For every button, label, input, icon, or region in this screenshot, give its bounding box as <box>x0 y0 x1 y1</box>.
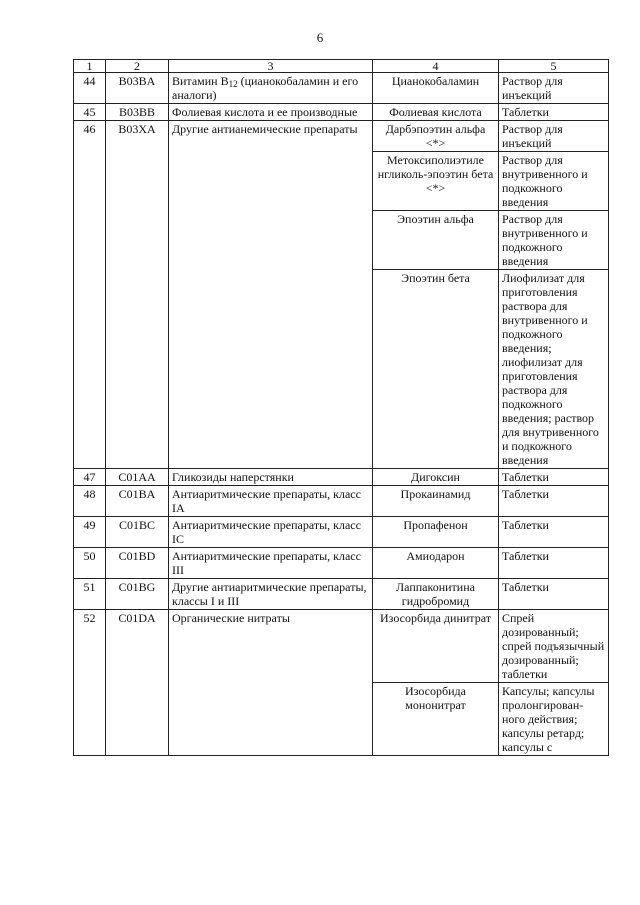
atc-code: C01BA <box>106 486 169 517</box>
row-number: 50 <box>74 548 106 579</box>
substance-name: Эпоэтин бета <box>373 270 499 469</box>
header-cell: 3 <box>169 60 373 73</box>
row-number: 48 <box>74 486 106 517</box>
dosage-form: Капсулы; капсулы пролонгирован-ного действия; капсулы ретард; капсулы с <box>499 683 609 756</box>
atc-code: C01BG <box>106 579 169 610</box>
dosage-form: Спрей дозированный; спрей подъязычный дозированный; таблетки <box>499 610 609 683</box>
dosage-form: Таблетки <box>499 469 609 486</box>
atc-group-subscript: 12 <box>228 79 238 89</box>
substance-name: Цианокобаламин <box>373 73 499 104</box>
row-number: 46 <box>74 121 106 469</box>
table-row <box>74 517 609 548</box>
atc-group <box>169 73 373 104</box>
substance-name: Пропафенон <box>373 517 499 548</box>
dosage-form: Раствор для инъекций <box>499 121 609 152</box>
substance-name: Лаппаконитина гидробромид <box>373 579 499 610</box>
row-number: 45 <box>74 104 106 121</box>
table-row <box>74 548 609 579</box>
table-row <box>74 73 609 104</box>
atc-group: Антиаритмические препараты, класс IC <box>169 517 373 548</box>
atc-group: Антиаритмические препараты, класс III <box>169 548 373 579</box>
dosage-form: Таблетки <box>499 548 609 579</box>
substance-name: Прокаинамид <box>373 486 499 517</box>
dosage-form: Лиофилизат для приготовления раствора для внутривенного и подкожного введения; лиофилизат для приготовления раствора для подкожного введения; раствор для внутривенного и подкожного введения <box>499 270 609 469</box>
substance-name: Эпоэтин альфа <box>373 211 499 270</box>
atc-group: Органические нитраты <box>169 610 373 756</box>
atc-code: C01BC <box>106 517 169 548</box>
substance-name: Дарбэпоэтин альфа <*> <box>373 121 499 152</box>
atc-group: Другие антианемические препараты <box>169 121 373 469</box>
dosage-form: Раствор для внутривенного и подкожного введения <box>499 152 609 211</box>
dosage-form: Таблетки <box>499 579 609 610</box>
row-number: 52 <box>74 610 106 756</box>
row-number: 51 <box>74 579 106 610</box>
table-row <box>74 121 609 152</box>
atc-code: C01AA <box>106 469 169 486</box>
atc-code: B03BB <box>106 104 169 121</box>
substance-name: Изосорбида динитрат <box>373 610 499 683</box>
atc-group: Гликозиды наперстянки <box>169 469 373 486</box>
atc-group: Антиаритмические препараты, класс IA <box>169 486 373 517</box>
header-cell: 5 <box>499 60 609 73</box>
drug-table <box>73 59 609 756</box>
atc-group-text: Витамин B <box>172 74 229 88</box>
substance-name: Изосорбида мононитрат <box>373 683 499 756</box>
header-row <box>74 60 609 73</box>
table-row <box>74 469 609 486</box>
dosage-form: Раствор для внутривенного и подкожного введения <box>499 211 609 270</box>
table-row <box>74 579 609 610</box>
page-number: 6 <box>316 30 324 45</box>
atc-group: Фолиевая кислота и ее производные <box>169 104 373 121</box>
substance-name: Дигоксин <box>373 469 499 486</box>
substance-name: Амиодарон <box>373 548 499 579</box>
atc-code: B03XA <box>106 121 169 469</box>
row-number: 44 <box>74 73 106 104</box>
atc-group: Другие антиаритмические препараты, классы I и III <box>169 579 373 610</box>
row-number: 49 <box>74 517 106 548</box>
atc-code: C01BD <box>106 548 169 579</box>
dosage-form: Раствор для инъекций <box>499 73 609 104</box>
header-cell: 4 <box>373 60 499 73</box>
header-cell: 1 <box>74 60 106 73</box>
dosage-form: Таблетки <box>499 517 609 548</box>
table-row <box>74 610 609 683</box>
substance-name: Фолиевая кислота <box>373 104 499 121</box>
table-row <box>74 486 609 517</box>
dosage-form: Таблетки <box>499 104 609 121</box>
substance-name: Метоксиполиэтиле нгликоль-эпоэтин бета <*> <box>373 152 499 211</box>
header-cell: 2 <box>106 60 169 73</box>
atc-group-text: (цианокобаламин и его аналоги) <box>172 74 359 102</box>
dosage-form: Таблетки <box>499 486 609 517</box>
atc-code: C01DA <box>106 610 169 756</box>
row-number: 47 <box>74 469 106 486</box>
atc-code: B03BA <box>106 73 169 104</box>
table-row <box>74 104 609 121</box>
